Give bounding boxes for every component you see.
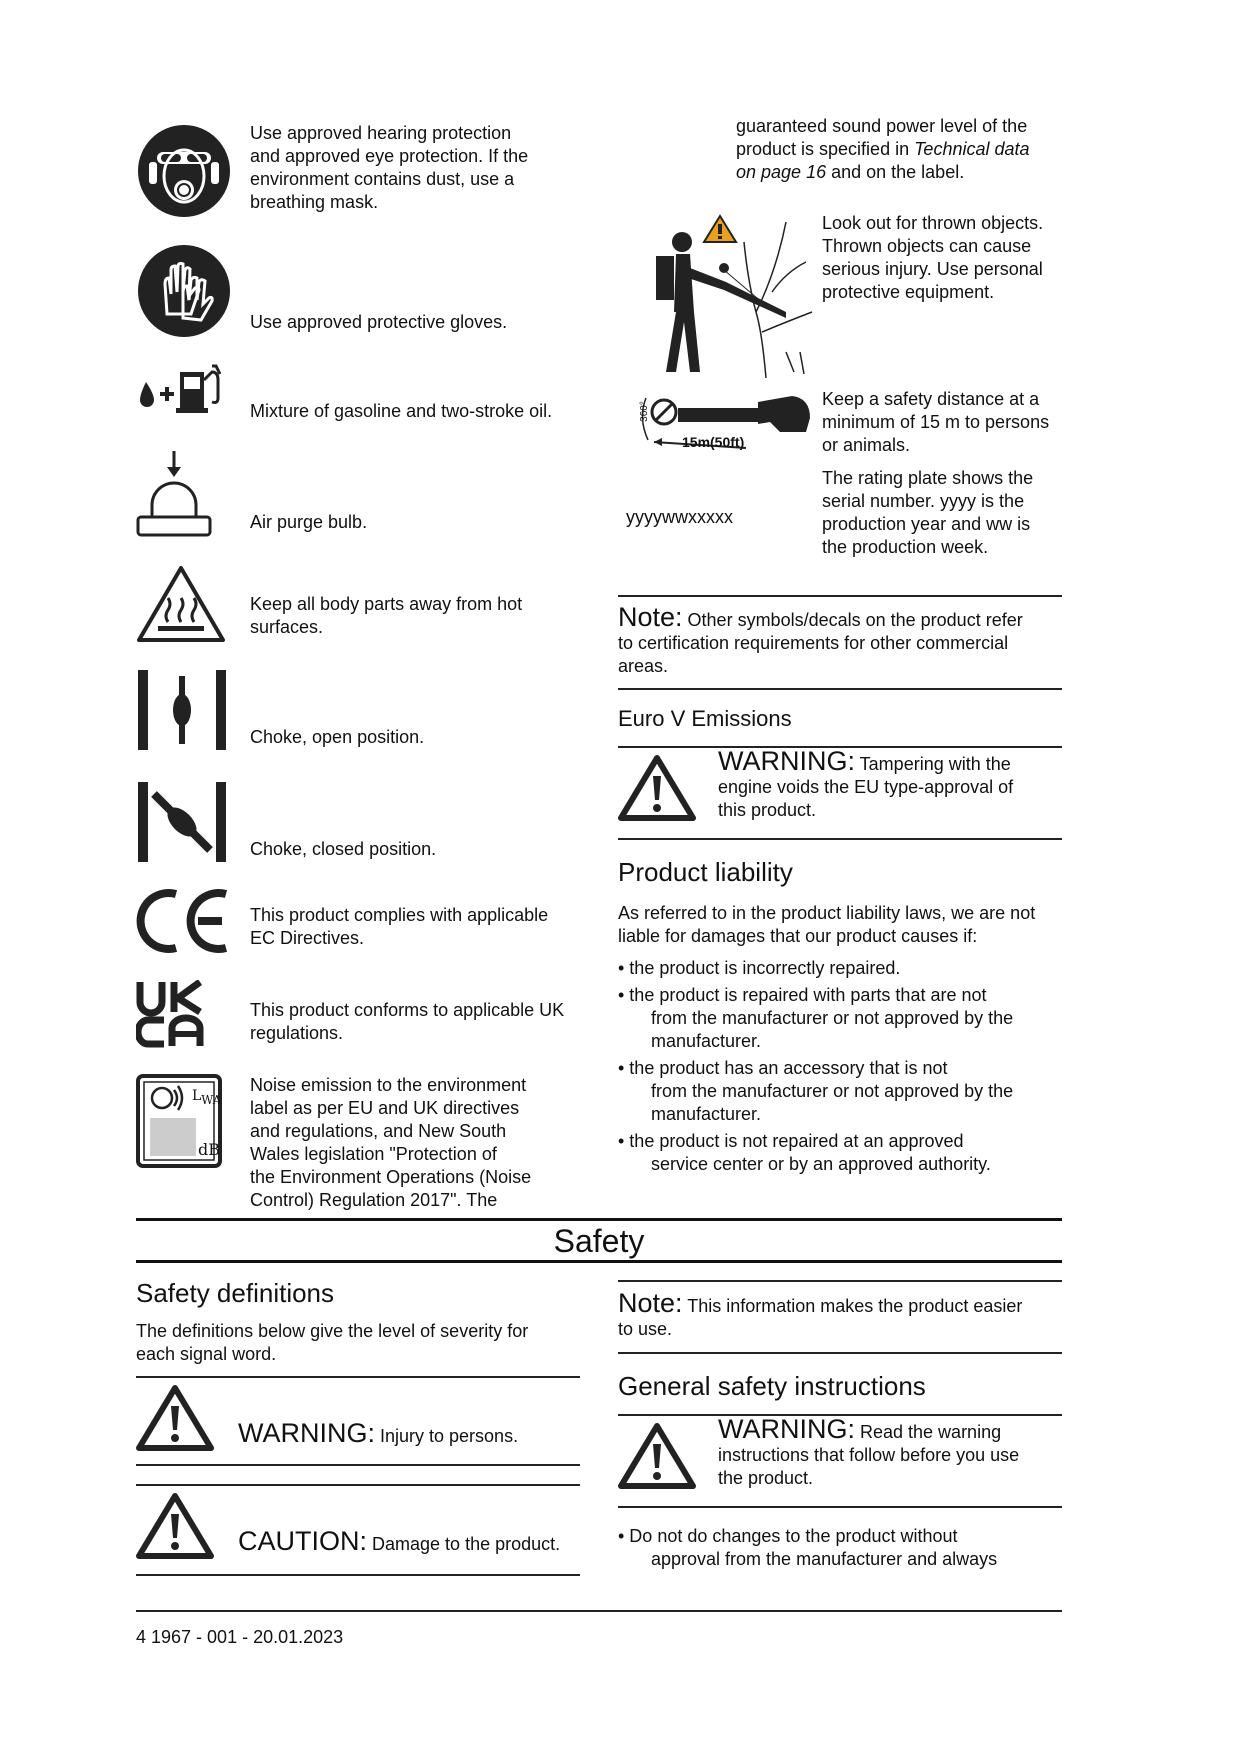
warning-keyword: WARNING: xyxy=(718,746,855,776)
divider xyxy=(136,1464,580,1466)
caution-keyword: CAUTION: xyxy=(238,1526,368,1556)
list-item: • Do not do changes to the product without approval from the manufacturer and always xyxy=(618,1526,998,1569)
note-keyword: Note: xyxy=(618,1288,683,1318)
symbol-text-choke-open: Choke, open position. xyxy=(250,727,425,747)
warning-triangle-icon xyxy=(618,1422,696,1490)
symbol-text-ukca: This product conforms to applicable UK regulations. xyxy=(250,1000,565,1043)
symbol-text-purge: Air purge bulb. xyxy=(250,512,368,532)
divider xyxy=(136,1218,1062,1221)
symbol-text-ce: This product complies with applicable EC Directives. xyxy=(250,905,549,948)
fuel-mixture-icon xyxy=(136,362,232,414)
warning-triangle-icon xyxy=(618,754,696,822)
list-item: • the product has an accessory that is not from the manufacturer or not approved by the manufacturer. xyxy=(618,1058,1014,1124)
hot-surface-icon xyxy=(136,564,226,644)
general-safety-heading: General safety instructions xyxy=(618,1371,926,1401)
divider xyxy=(618,1352,1062,1354)
safety-distance-text: Keep a safety distance at a minimum of 15 m to persons or animals. xyxy=(822,389,1050,455)
choke-open-icon xyxy=(136,668,228,752)
note-other-symbols: Note: Other symbols/decals on the product refer to certification requirements for other commercial areas. xyxy=(618,602,1023,676)
safety-distance-label: 15m(50ft) xyxy=(682,434,745,450)
euro-emissions-heading: Euro V Emissions xyxy=(618,706,792,731)
definition-caution: CAUTION: Damage to the product. xyxy=(238,1526,561,1556)
divider xyxy=(618,1280,1062,1282)
definitions-intro: The definitions below give the level of severity for each signal word. xyxy=(136,1321,529,1364)
noise-label-lwa: $L_{WA}$ xyxy=(192,1088,222,1107)
list-item: • the product is incorrectly repaired. xyxy=(618,958,901,978)
liability-intro: As referred to in the product liability laws, we are not liable for damages that our product causes if: xyxy=(618,903,1036,946)
thrown-objects-icon xyxy=(636,212,822,378)
technical-data-link[interactable]: Technical data xyxy=(914,139,1030,159)
safety-heading: Safety xyxy=(553,1223,645,1259)
divider xyxy=(136,1260,1062,1263)
warning-keyword: WARNING: xyxy=(718,1414,855,1444)
air-purge-bulb-icon xyxy=(136,451,216,539)
list-item: • the product is repaired with parts that are not from the manufacturer or not approved by the manufacturer. xyxy=(618,985,1014,1051)
caution-triangle-icon xyxy=(136,1492,214,1560)
symbol-text-hot: Keep all body parts away from hot surfaces. xyxy=(250,594,523,637)
euro-warning: WARNING: Tampering with the engine voids the EU type-approval of this product. xyxy=(718,746,1014,820)
warning-keyword: WARNING: xyxy=(238,1418,375,1448)
symbol-text-choke-closed: Choke, closed position. xyxy=(250,839,437,859)
warning-triangle-icon xyxy=(136,1384,214,1452)
rating-plate-text: The rating plate shows the serial number. yyyy is the production year and ww is the production week. xyxy=(822,468,1034,557)
safety-definitions-heading: Safety definitions xyxy=(136,1278,335,1308)
divider xyxy=(618,595,1062,597)
symbol-text-fuel: Mixture of gasoline and two-stroke oil. xyxy=(250,401,553,421)
rating-plate-code: yyyywwxxxxx xyxy=(626,507,733,527)
symbol-text-protection: Use approved hearing protection and approved eye protection. If the environment contains dust, use a breathing mask. xyxy=(250,123,529,212)
divider xyxy=(136,1376,580,1378)
footer-divider xyxy=(136,1610,1062,1612)
note-easier-use: Note: This information makes the product easier to use. xyxy=(618,1288,1023,1339)
protective-gloves-icon xyxy=(137,244,231,338)
liability-bullets xyxy=(618,957,1068,1176)
divider xyxy=(136,1574,580,1576)
safety-distance-icon xyxy=(630,392,820,456)
symbol-text-noise: Noise emission to the environment label as per EU and UK directives and regulations, and New South Wales legislation "Protection of the Environment Operations (Noise Control) Regulation 2017". The xyxy=(250,1075,532,1210)
general-warning: WARNING: Read the warning instructions that follow before you use the product. xyxy=(718,1414,1020,1488)
symbol-text-gloves: Use approved protective gloves. xyxy=(250,312,508,332)
hearing-eye-breathing-protection-icon xyxy=(137,124,231,218)
ce-mark-icon xyxy=(136,888,232,954)
page-16-link[interactable]: on page 16 xyxy=(736,162,827,182)
noise-label-db: dB xyxy=(198,1140,220,1159)
noise-continued-text: guaranteed sound power level of the product is specified in Technical data on page 16 and on the label. xyxy=(736,116,1030,182)
divider xyxy=(618,688,1062,690)
note-keyword: Note: xyxy=(618,602,683,632)
choke-closed-icon xyxy=(136,780,228,864)
divider xyxy=(618,1506,1062,1508)
thrown-objects-text: Look out for thrown objects. Thrown objects can cause serious injury. Use personal protective equipment. xyxy=(822,213,1044,302)
divider xyxy=(136,1484,580,1486)
noise-label-icon xyxy=(136,1074,222,1168)
list-item: • the product is not repaired at an approved service center or by an approved authority. xyxy=(618,1131,991,1174)
page-footer: 4 1967 - 001 - 20.01.2023 xyxy=(136,1627,344,1647)
divider xyxy=(618,838,1062,840)
safety-distance-angle: 360° xyxy=(638,401,650,422)
definition-warning: WARNING: Injury to persons. xyxy=(238,1418,519,1448)
ukca-mark-icon xyxy=(136,980,206,1048)
product-liability-heading: Product liability xyxy=(618,857,793,887)
general-bullet xyxy=(618,1525,1068,1571)
